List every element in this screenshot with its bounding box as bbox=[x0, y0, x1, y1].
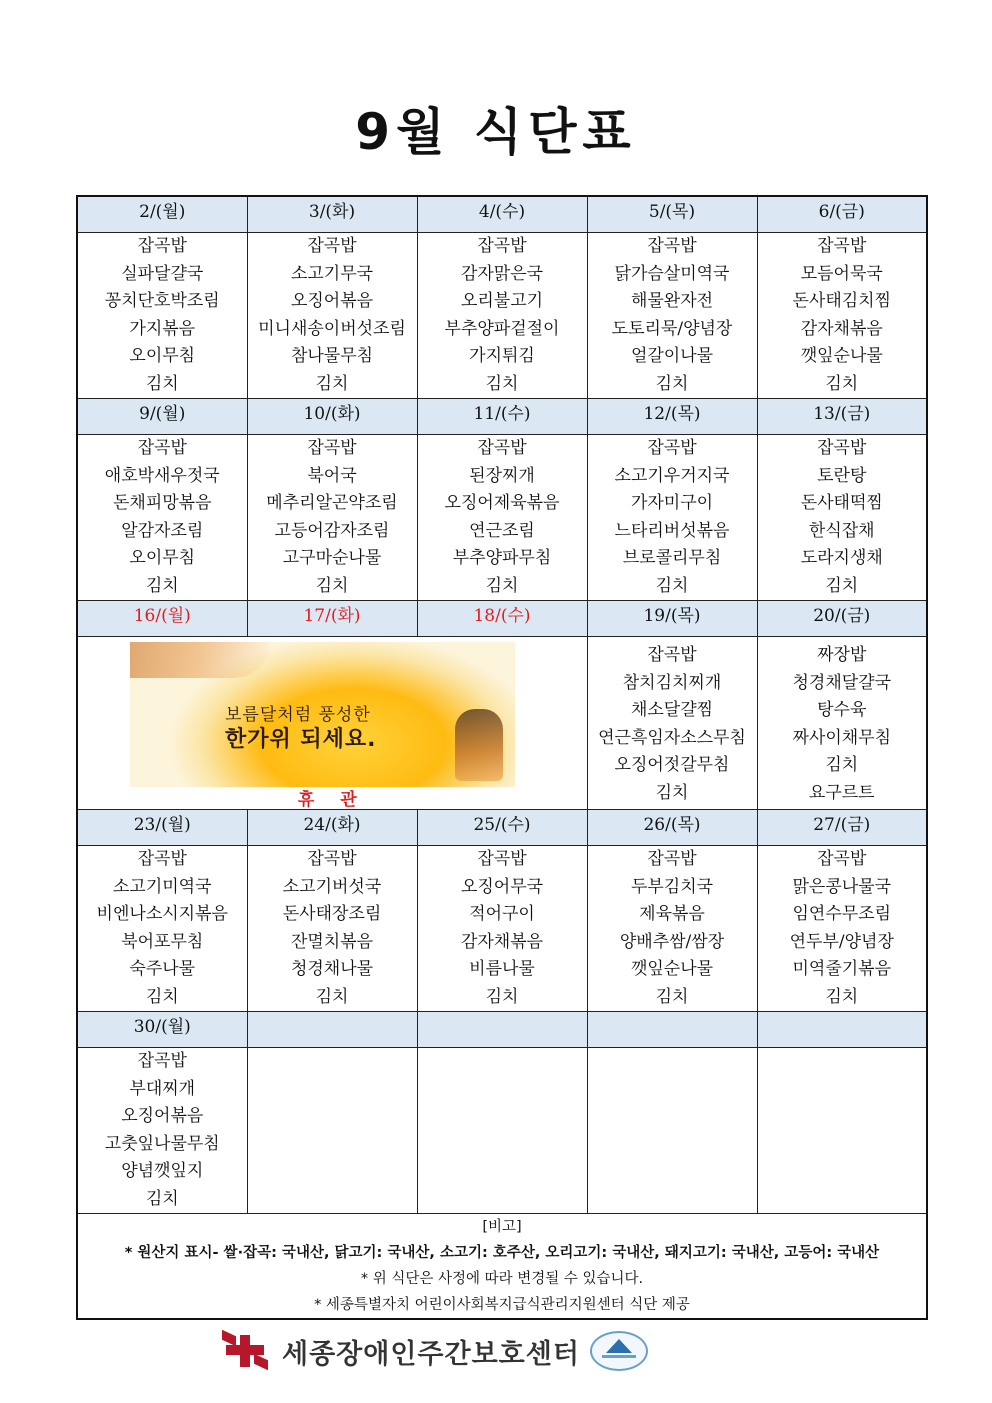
menu-item: 연근조림 bbox=[469, 520, 535, 541]
menu-item: 북어포무침 bbox=[121, 931, 204, 952]
menu-item: 청경채달걀국 bbox=[792, 672, 892, 693]
day-header-empty bbox=[757, 1012, 927, 1048]
day-header-empty bbox=[247, 1012, 417, 1048]
day-header: 19/(목) bbox=[587, 601, 757, 637]
menu-cell bbox=[587, 846, 757, 1012]
day-header-empty bbox=[417, 1012, 587, 1048]
menu-cell bbox=[77, 1048, 247, 1214]
menu-cell bbox=[247, 435, 417, 601]
menu-item: 잡곡밥 bbox=[817, 438, 867, 458]
menu-cell bbox=[757, 637, 927, 810]
menu-item: 참나물무침 bbox=[290, 346, 374, 366]
menu-item: 된장찌개 bbox=[469, 465, 535, 486]
menu-cell bbox=[77, 435, 247, 601]
menu-item: 미니새송이버섯조림 bbox=[258, 318, 406, 339]
menu-item: 김치 bbox=[485, 373, 519, 394]
menu-item: 짜장밥 bbox=[817, 645, 867, 665]
menu-item: 김치 bbox=[825, 373, 859, 394]
menu-cell bbox=[417, 435, 587, 601]
menu-item: 김치 bbox=[825, 755, 859, 775]
menu-item: 김치 bbox=[145, 575, 179, 596]
closed-label: 휴 관 bbox=[297, 790, 367, 810]
notes-line: * 세종특별자치 어린이사회복지급식관리지원센터 식단 제공 bbox=[314, 1297, 690, 1313]
menu-item: 소고기무국 bbox=[290, 263, 374, 284]
menu-item: 청경채나물 bbox=[290, 959, 374, 979]
notes-row bbox=[77, 1214, 927, 1320]
page-title: 9월 식단표 bbox=[355, 103, 637, 161]
menu-item: 김치 bbox=[655, 575, 689, 596]
day-header: 2/(월) bbox=[77, 196, 247, 233]
menu-item: 돈사태장조림 bbox=[282, 904, 382, 924]
day-header-holiday: 17/(화) bbox=[247, 601, 417, 637]
menu-item: 잡곡밥 bbox=[647, 849, 697, 869]
menu-item: 소고기미역국 bbox=[112, 876, 212, 897]
menu-item: 가자미구이 bbox=[630, 493, 714, 513]
day-header: 20/(금) bbox=[757, 601, 927, 637]
banner-text-line2: 한가위 되세요. bbox=[225, 727, 377, 752]
menu-item: 연근흑임자소스무침 bbox=[598, 727, 746, 748]
menu-item: 김치 bbox=[315, 373, 349, 394]
chuseok-banner-image bbox=[130, 642, 515, 787]
menu-item: 잡곡밥 bbox=[647, 438, 697, 458]
menu-item: 김치 bbox=[145, 986, 179, 1007]
menu-item: 감자맑은국 bbox=[460, 263, 544, 284]
menu-item: 요구르트 bbox=[808, 782, 875, 803]
menu-item: 오징어제육볶음 bbox=[444, 493, 560, 513]
notes-line: * 원산지 표시- 쌀·잡곡: 국내산, 닭고기: 국내산, 소고기: 호주산, 오리고기: 국내산, 돼지고기: 국내산, 고등어: 국내산 bbox=[124, 1245, 880, 1261]
menu-item: 돈사태김치찜 bbox=[792, 291, 892, 311]
menu-cell bbox=[77, 233, 247, 399]
menu-item: 제육볶음 bbox=[639, 904, 705, 924]
menu-item: 잡곡밥 bbox=[307, 849, 357, 869]
menu-item: 소고기버섯국 bbox=[282, 876, 382, 897]
day-header: 11/(수) bbox=[417, 399, 587, 435]
menu-item: 얼갈이나물 bbox=[630, 346, 714, 366]
menu-cell bbox=[417, 846, 587, 1012]
menu-item: 고등어감자조림 bbox=[274, 520, 390, 541]
menu-item: 토란탕 bbox=[817, 465, 867, 486]
day-header-holiday: 18/(수) bbox=[417, 601, 587, 637]
menu-item: 잡곡밥 bbox=[137, 849, 187, 869]
banner-text-line1: 보름달처럼 풍성한 bbox=[225, 705, 371, 725]
menu-item: 깻잎순나물 bbox=[630, 959, 714, 979]
menu-cell bbox=[587, 637, 757, 810]
day-header-row bbox=[77, 810, 927, 846]
menu-item: 짜사이채무침 bbox=[792, 727, 892, 748]
day-header: 10/(화) bbox=[247, 399, 417, 435]
menu-item: 오이무침 bbox=[129, 346, 196, 366]
menu-item: 김치 bbox=[825, 986, 859, 1007]
menu-item: 돈사태떡찜 bbox=[800, 493, 883, 513]
menu-cell bbox=[757, 435, 927, 601]
menu-row bbox=[77, 1048, 927, 1214]
menu-item: 돈채피망볶음 bbox=[112, 493, 212, 513]
menu-item: 탕수육 bbox=[817, 700, 867, 720]
menu-item: 잡곡밥 bbox=[817, 236, 867, 256]
menu-item: 김치 bbox=[315, 575, 349, 596]
menu-item: 도토리묵/양념장 bbox=[611, 318, 733, 339]
menu-cell bbox=[247, 233, 417, 399]
menu-item: 잔멸치볶음 bbox=[290, 931, 374, 952]
menu-item: 모듬어묵국 bbox=[800, 263, 883, 284]
menu-item: 잡곡밥 bbox=[477, 236, 527, 256]
day-header: 23/(월) bbox=[77, 810, 247, 846]
menu-item: 애호박새우젓국 bbox=[104, 465, 220, 486]
menu-item: 잡곡밥 bbox=[647, 645, 697, 665]
menu-item: 깻잎순나물 bbox=[800, 346, 883, 366]
day-header-row bbox=[77, 196, 927, 233]
menu-item: 북어국 bbox=[307, 465, 357, 486]
day-header-row bbox=[77, 399, 927, 435]
menu-item: 김치 bbox=[485, 575, 519, 596]
menu-item: 김치 bbox=[145, 373, 179, 394]
menu-item: 채소달걀찜 bbox=[630, 700, 714, 720]
menu-item: 실파달걀국 bbox=[121, 263, 204, 284]
notes-line: * 위 식단은 사정에 따라 변경될 수 있습니다. bbox=[360, 1271, 644, 1287]
menu-cell bbox=[587, 233, 757, 399]
menu-cell bbox=[587, 435, 757, 601]
menu-cell bbox=[77, 846, 247, 1012]
menu-item: 도라지생채 bbox=[800, 548, 883, 568]
menu-item: 메추리알곤약조림 bbox=[266, 493, 398, 513]
menu-item: 양념깻잎지 bbox=[121, 1161, 204, 1181]
menu-item: 가지튀김 bbox=[469, 346, 535, 366]
menu-item: 김치 bbox=[655, 986, 689, 1007]
menu-cell-empty bbox=[587, 1048, 757, 1214]
menu-item: 느타리버섯볶음 bbox=[614, 520, 730, 541]
day-header: 6/(금) bbox=[757, 196, 927, 233]
day-header-row bbox=[77, 1012, 927, 1048]
menu-item: 잡곡밥 bbox=[137, 438, 187, 458]
menu-item: 오징어무국 bbox=[460, 876, 544, 897]
menu-item: 알감자조림 bbox=[121, 520, 204, 541]
menu-item: 부추양파무침 bbox=[452, 548, 552, 568]
menu-item: 잡곡밥 bbox=[647, 236, 697, 256]
menu-item: 잡곡밥 bbox=[477, 438, 527, 458]
menu-item: 부대찌개 bbox=[129, 1078, 196, 1099]
menu-item: 오징어젓갈무침 bbox=[614, 755, 730, 775]
footer bbox=[222, 1331, 648, 1371]
menu-item: 오징어볶음 bbox=[121, 1106, 204, 1126]
day-header: 24/(화) bbox=[247, 810, 417, 846]
menu-item: 김치 bbox=[485, 986, 519, 1007]
day-header: 26/(목) bbox=[587, 810, 757, 846]
menu-item: 잡곡밥 bbox=[307, 236, 357, 256]
day-header: 4/(수) bbox=[417, 196, 587, 233]
menu-item: 김치 bbox=[315, 986, 349, 1007]
menu-cell bbox=[247, 846, 417, 1012]
menu-item: 오리불고기 bbox=[460, 291, 544, 311]
menu-cell-empty bbox=[417, 1048, 587, 1214]
menu-item: 임연수무조림 bbox=[792, 904, 892, 924]
day-header: 25/(수) bbox=[417, 810, 587, 846]
menu-item: 해물완자전 bbox=[630, 291, 714, 311]
menu-cell bbox=[757, 846, 927, 1012]
menu-item: 감자채볶음 bbox=[800, 318, 883, 339]
menu-cell-empty bbox=[757, 1048, 927, 1214]
menu-item: 잡곡밥 bbox=[137, 236, 187, 256]
day-header: 12/(목) bbox=[587, 399, 757, 435]
menu-item: 잡곡밥 bbox=[137, 1051, 187, 1071]
menu-row bbox=[77, 846, 927, 1012]
day-header: 9/(월) bbox=[77, 399, 247, 435]
sejong-seal-logo-icon bbox=[590, 1331, 648, 1371]
hanbok-figure-icon bbox=[455, 709, 503, 781]
menu-item: 미역줄기볶음 bbox=[792, 959, 892, 979]
menu-item: 비름나물 bbox=[469, 959, 535, 979]
menu-item: 가지볶음 bbox=[129, 318, 196, 339]
menu-item: 비엔나소시지볶음 bbox=[96, 904, 228, 924]
day-header-row bbox=[77, 601, 927, 637]
menu-item: 두부김치국 bbox=[630, 876, 714, 897]
menu-item: 맑은콩나물국 bbox=[792, 876, 892, 897]
menu-item: 한식잡채 bbox=[808, 520, 875, 541]
menu-item: 고구마순나물 bbox=[282, 548, 382, 568]
menu-cell bbox=[757, 233, 927, 399]
center-name: 세종장애인주간보호센터 bbox=[282, 1338, 580, 1370]
menu-cell-empty bbox=[247, 1048, 417, 1214]
menu-item: 적어구이 bbox=[469, 904, 535, 924]
menu-row bbox=[77, 435, 927, 601]
menu-item: 꽁치단호박조림 bbox=[104, 291, 220, 311]
menu-table bbox=[76, 195, 928, 1320]
menu-item: 양배추쌈/쌈장 bbox=[619, 931, 725, 952]
menu-item: 김치 bbox=[825, 575, 859, 596]
menu-item: 잡곡밥 bbox=[477, 849, 527, 869]
menu-item: 고춧잎나물무침 bbox=[104, 1133, 220, 1154]
menu-item: 김치 bbox=[145, 1188, 179, 1209]
menu-row bbox=[77, 233, 927, 399]
persimmon-branch-icon bbox=[130, 642, 270, 678]
notes-cell bbox=[77, 1214, 927, 1320]
menu-item: 부추양파겉절이 bbox=[444, 318, 560, 339]
holiday-cell bbox=[77, 637, 587, 810]
day-header: 5/(목) bbox=[587, 196, 757, 233]
menu-item: 숙주나물 bbox=[129, 959, 196, 979]
day-header-holiday: 16/(월) bbox=[77, 601, 247, 637]
notes-heading: [비고] bbox=[482, 1219, 522, 1235]
menu-item: 잡곡밥 bbox=[817, 849, 867, 869]
menu-item: 김치 bbox=[655, 782, 689, 803]
menu-item: 닭가슴살미역국 bbox=[614, 263, 730, 284]
menu-item: 감자채볶음 bbox=[460, 931, 544, 952]
menu-item: 오징어볶음 bbox=[290, 291, 374, 311]
day-header: 3/(화) bbox=[247, 196, 417, 233]
menu-item: 브로콜리무침 bbox=[622, 548, 722, 568]
day-header: 13/(금) bbox=[757, 399, 927, 435]
menu-cell bbox=[417, 233, 587, 399]
day-header: 27/(금) bbox=[757, 810, 927, 846]
menu-row bbox=[77, 637, 927, 810]
menu-item: 소고기우거지국 bbox=[614, 465, 730, 486]
day-header-empty bbox=[587, 1012, 757, 1048]
menu-item: 잡곡밥 bbox=[307, 438, 357, 458]
menu-item: 참치김치찌개 bbox=[622, 672, 722, 693]
menu-item: 오이무침 bbox=[129, 548, 196, 568]
menu-item: 김치 bbox=[655, 373, 689, 394]
menu-item: 연두부/양념장 bbox=[789, 931, 894, 952]
caritas-cross-logo-icon bbox=[222, 1333, 268, 1369]
day-header: 30/(월) bbox=[77, 1012, 247, 1048]
